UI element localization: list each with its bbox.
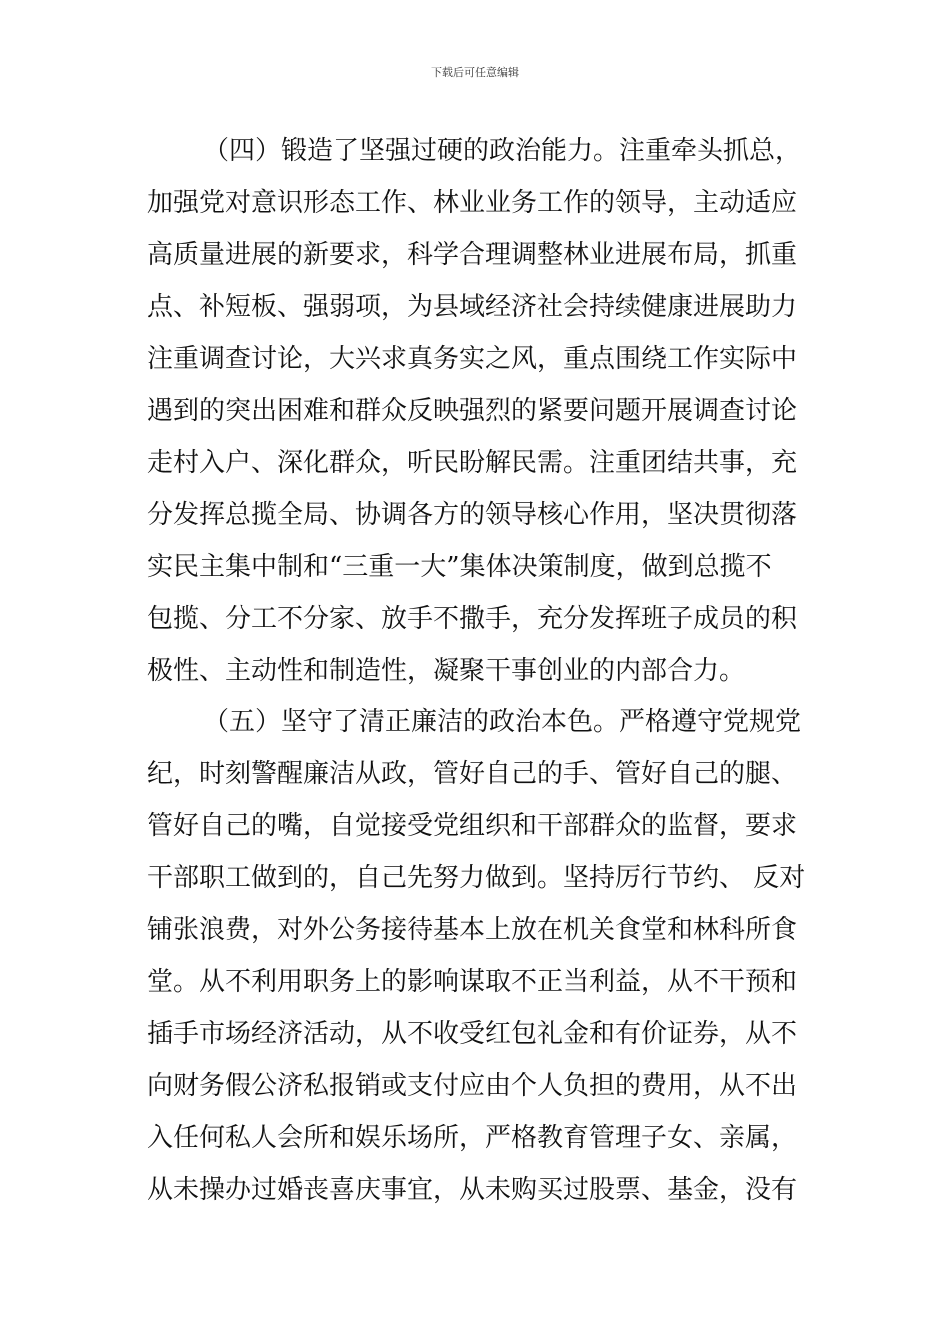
paragraph-section-4: [147, 125, 819, 697]
text-line: 实民主集中制和“三重一大”集体决策制度，做到总揽不: [147, 552, 772, 582]
text-line: （五）坚守了清正廉洁的政治本色。严格遵守党规党: [203, 707, 802, 737]
text-line: 堂。从不利用职务上的影响谋取不正当利益，从不干预和: [147, 967, 798, 997]
text-line: 入任何私人会所和娱乐场所，严格教育管理子女、亲属，: [147, 1123, 798, 1153]
text-line: 高质量进展的新要求，科学合理调整林业进展布局，抓重: [147, 240, 798, 270]
text-line: 管好自己的嘴，自觉接受党组织和干部群众的监督，要求: [147, 811, 798, 841]
text-line: 纪，时刻警醒廉洁从政，管好自己的手、管好自己的腿、: [147, 759, 798, 789]
text-line: 遇到的突出困难和群众反映强烈的紧要问题开展调查讨论: [147, 396, 798, 426]
text-line: 极性、主动性和制造性，凝聚干事创业的内部合力。: [147, 656, 746, 686]
text-line: 分发挥总揽全局、协调各方的领导核心作用，坚决贯彻落: [147, 500, 798, 530]
paragraph-section-5: [147, 696, 819, 1216]
text-line: 加强党对意识形态工作、林业业务工作的领导，主动适应: [147, 188, 798, 218]
text-line: 干部职工做到的，自己先努力做到。坚持厉行节约、 反对: [147, 863, 806, 893]
page-header: 下载后可任意编辑: [431, 66, 519, 79]
text-line: （四）锻造了坚强过硬的政治能力。注重牵头抓总，: [203, 136, 802, 166]
text-line: 铺张浪费，对外公务接待基本上放在机关食堂和林科所食: [147, 915, 798, 945]
text-line: 插手市场经济活动，从不收受红包礼金和有价证券，从不: [147, 1019, 798, 1049]
text-line: 从未操办过婚丧喜庆事宜，从未购买过股票、基金，没有: [147, 1175, 798, 1205]
text-line: 向财务假公济私报销或支付应由个人负担的费用，从不出: [147, 1071, 798, 1101]
text-line: 注重调查讨论，大兴求真务实之风，重点围绕工作实际中: [147, 344, 798, 374]
text-line: 包揽、分工不分家、放手不撒手，充分发挥班子成员的积: [147, 604, 798, 634]
text-line: 走村入户、深化群众，听民盼解民需。注重团结共事，充: [147, 448, 798, 478]
text-line: 点、补短板、强弱项，为县域经济社会持续健康进展助力: [147, 292, 798, 322]
